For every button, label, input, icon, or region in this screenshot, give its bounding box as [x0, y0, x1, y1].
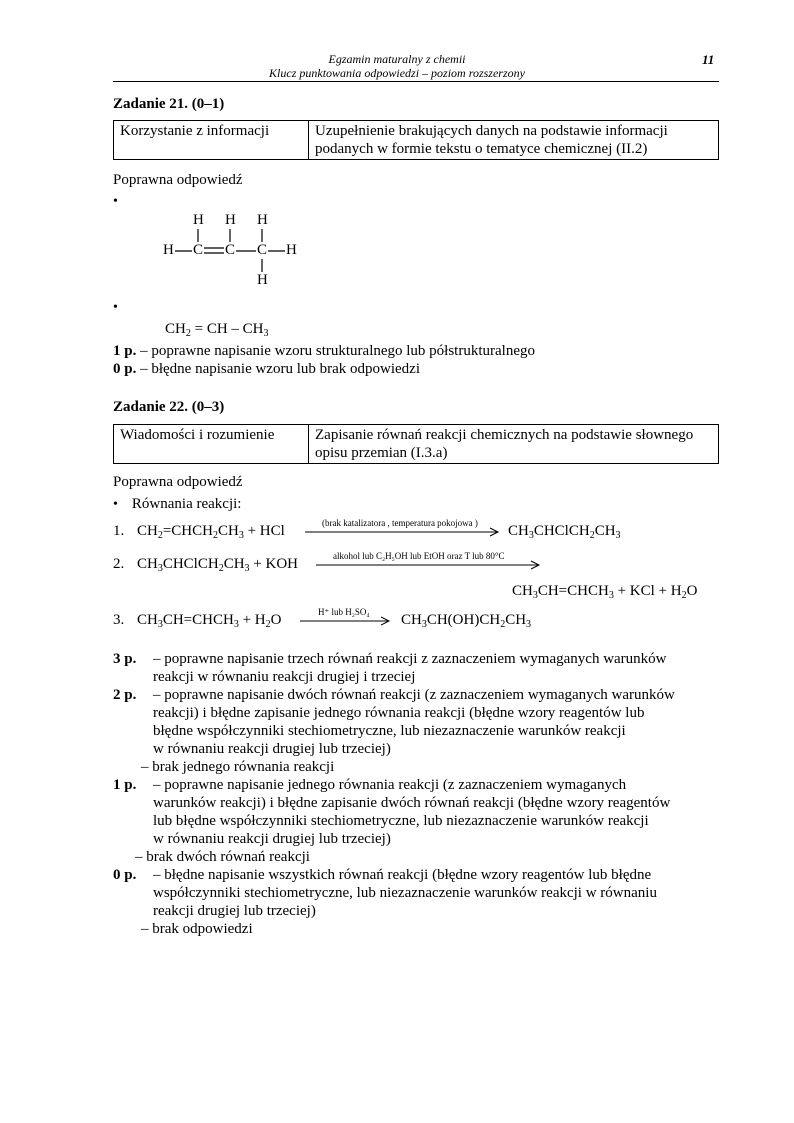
- task21-title: Zadanie 21. (0–1): [113, 96, 225, 112]
- eq2-arrow: [316, 559, 542, 571]
- eq2-condition: alkohol lub C₂H₅OH lub EtOH oraz T lub 80°C: [333, 551, 505, 561]
- task21-requirement-area: Korzystanie z informacji: [114, 121, 309, 160]
- task22-scoring-criteria: [113, 650, 719, 938]
- task21-score-0: 0 p. – błędne napisanie wzoru lub brak odpowiedzi: [113, 361, 421, 377]
- eq3-arrow: [300, 615, 392, 627]
- struct-c1: C: [193, 242, 204, 258]
- task21-bullet-1: •: [113, 194, 118, 209]
- score-3: 3 p. – poprawne napisanie trzech równań reakcji z zaznaczeniem wymaganych warunków reakcji w równaniu reakcji drugiej i trzeciej: [113, 651, 667, 685]
- header-subtitle: Klucz punktowania odpowiedzi – poziom rozszerzony: [269, 66, 525, 80]
- task21-score-1: 1 p. – poprawne napisanie wzoru strukturalnego lub półstrukturalnego: [113, 343, 535, 359]
- header-exam-name: Egzamin maturalny z chemii: [328, 52, 466, 66]
- task21-bullet-2: •: [113, 300, 118, 315]
- eq1-arrow: [305, 526, 501, 538]
- struct-c2: C: [225, 242, 236, 258]
- eq1-number: 1.: [113, 523, 125, 539]
- eq2-number: 2.: [113, 556, 125, 572]
- struct-left-h: H: [163, 242, 174, 258]
- task22-equations-heading: • Równania reakcji:: [113, 496, 242, 512]
- task22-requirements-table: [113, 424, 719, 464]
- eq3-condition: H⁺ lub H₂SO₄: [318, 607, 370, 617]
- eq3-number: 3.: [113, 612, 125, 628]
- task22-requirement-description: Zapisanie równań reakcji chemicznych na podstawie słownego opisu przemian (I.3.a): [309, 425, 719, 464]
- page-number: 11: [702, 52, 715, 67]
- task21-answer-label: Poprawna odpowiedź: [113, 172, 243, 188]
- struct-bottom-h: H: [257, 272, 268, 288]
- struct-top-h-2: H: [225, 212, 236, 228]
- struct-c3: C: [257, 242, 268, 258]
- task22-title: Zadanie 22. (0–3): [113, 399, 225, 415]
- score-2: 2 p. – poprawne napisanie dwóch równań reakcji (z zaznaczeniem wymaganych warunków reakcji) i błędne zapisanie jednego równania reakcji (błędne wzory reagentów lub błędne współczynniki stechiometryczne, lub niezaznaczenie warunków reakcji w równaniu reakcji drugiej lub trzeciej) – brak jednego równania reakcji: [113, 687, 675, 775]
- struct-top-h-3: H: [257, 212, 268, 228]
- eq1-reactants: $CH_2=CHCH_2CH_3$ + HCl: [137, 523, 285, 541]
- struct-right-h: H: [286, 242, 297, 258]
- eq3-products: $CH_3CH(OH)CH_2CH_3$: [401, 612, 532, 630]
- eq1-products: $CH_3CHClCH_2CH_3$: [508, 523, 621, 541]
- eq1-condition: (brak katalizatora , temperatura pokojowa ): [322, 518, 478, 528]
- score-0: 0 p. – błędne napisanie wszystkich równań reakcji (błędne wzory reagentów lub błędne współczynniki stechiometryczne, lub niezaznaczenie warunków reakcji w równaniu reakcji drugiej lub trzeciej) – brak odpowiedzi: [113, 867, 657, 937]
- struct-bonds: [0, 0, 794, 300]
- task22-requirement-area: Wiadomości i rozumienie: [114, 425, 309, 464]
- task21-requirement-description: Uzupełnienie brakujących danych na podstawie informacji podanych w formie tekstu o tematyce chemicznej (II.2): [309, 121, 719, 160]
- struct-top-h-1: H: [193, 212, 204, 228]
- task21-semistructural-formula: $CH_2$ = CH – $CH_3$: [165, 321, 269, 339]
- eq2-reactants: $CH_3CHClCH_2CH_3$ + KOH: [137, 556, 299, 574]
- task22-answer-label: Poprawna odpowiedź: [113, 474, 243, 490]
- score-1: 1 p. – poprawne napisanie jednego równania reakcji (z zaznaczeniem wymaganych warunków reakcji) i błędne zapisanie dwóch równań reakcji (błędne wzory reagentów lub błędne współczynniki stechiometryczne, lub niezaznaczenie warunków reakcji w równaniu reakcji drugiej lub trzeciej) – brak dwóch równań reakcji: [113, 777, 671, 865]
- eq3-reactants: $CH_3CH=CHCH_3 + H_2O$: [137, 612, 282, 630]
- eq2-products: $CH_3CH=CHCH_3$ + KCl + $H_2O$: [512, 583, 698, 601]
